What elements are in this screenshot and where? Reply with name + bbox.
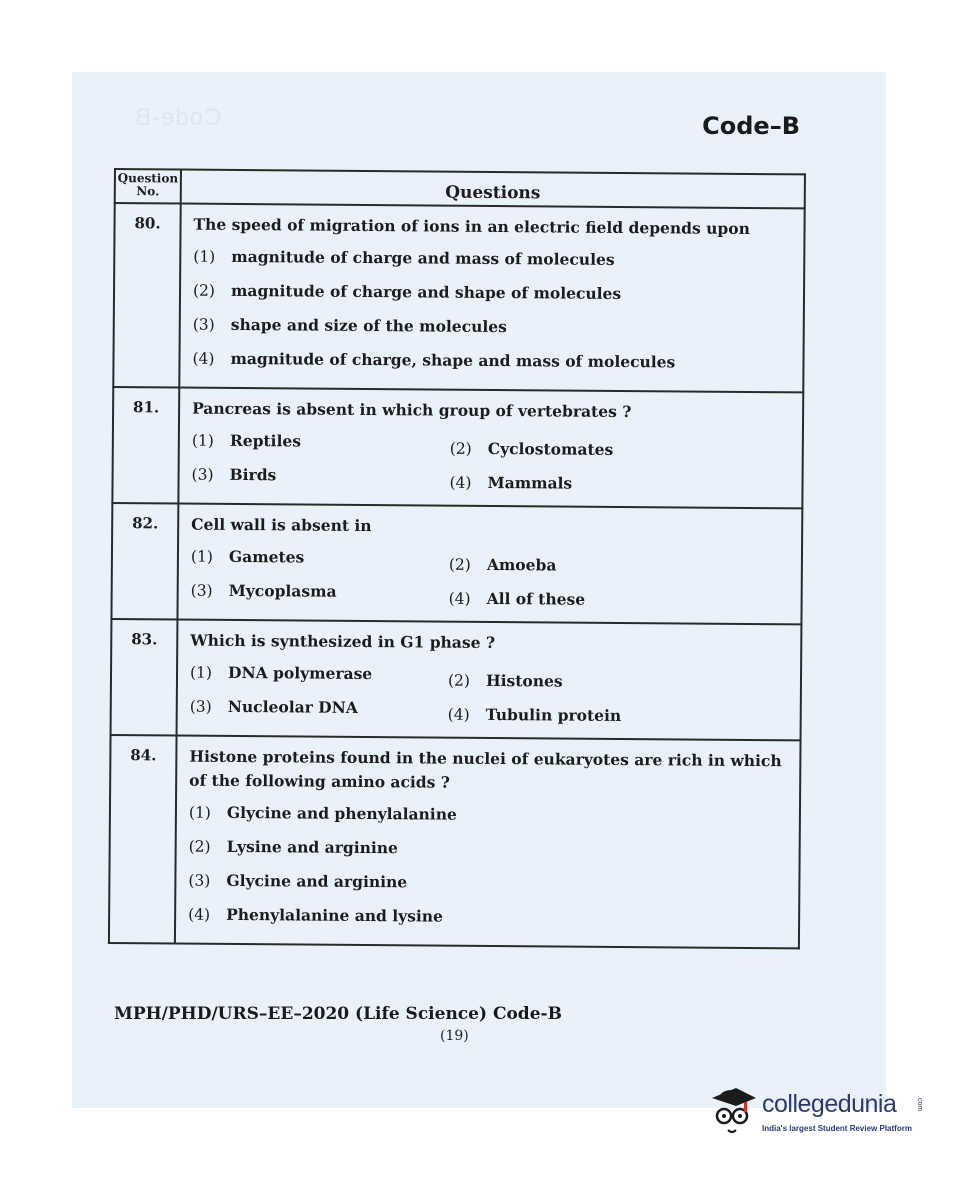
- option: (1) DNA polymerase: [189, 662, 373, 684]
- question-stem: Pancreas is absent in which group of vertebrates ?: [192, 398, 632, 422]
- question-number: 81.: [112, 387, 179, 504]
- question-number: 82.: [111, 503, 178, 620]
- option-pair: [191, 543, 791, 582]
- option: (4) All of these: [448, 588, 586, 609]
- questions-table: [108, 168, 806, 949]
- questions-header: Questions: [181, 170, 805, 209]
- exam-footer: MPH/PHD/URS–EE–2020 (Life Science) Code-B: [114, 1004, 562, 1024]
- option: (2) Lysine and arginine: [188, 836, 399, 858]
- brand-name: collegedunia: [762, 1090, 897, 1118]
- option: (1) Gametes: [190, 546, 305, 567]
- collegedunia-watermark: [702, 1076, 942, 1146]
- option: (4) Phenylalanine and lysine: [188, 904, 444, 926]
- option: (3) shape and size of the molecules: [192, 314, 507, 337]
- question-stem: Histone proteins found in the nuclei of eukaryotes are rich in which of the following amino acids ?: [189, 746, 782, 792]
- option: (3) Nucleolar DNA: [189, 696, 358, 717]
- question-row: [113, 203, 804, 392]
- brand-tagline: India's largest Student Review Platform: [762, 1124, 912, 1133]
- option: (2) magnitude of charge and shape of molecules: [192, 280, 622, 303]
- question-body: [177, 620, 802, 741]
- brand-domain: .com: [916, 1096, 923, 1112]
- question-stem: The speed of migration of ions in an electric field depends upon: [193, 214, 750, 238]
- bleed-through-text: Code-B: [134, 104, 222, 131]
- table-header-row: [115, 169, 805, 208]
- question-row: [111, 503, 802, 624]
- question-row: [112, 387, 803, 508]
- question-row: [109, 735, 801, 948]
- question-number: 84.: [109, 735, 177, 944]
- option: (1) Glycine and phenylalanine: [188, 802, 457, 824]
- question-no-header: Question No.: [115, 169, 181, 204]
- option: (4) magnitude of charge, shape and mass of molecules: [192, 348, 676, 372]
- paper-code: Code–B: [702, 112, 800, 140]
- question-number: 83.: [111, 619, 178, 736]
- option: (3) Mycoplasma: [190, 580, 337, 601]
- question-body: [178, 388, 803, 509]
- question-number: 80.: [113, 203, 180, 388]
- question-stem: Cell wall is absent in: [191, 514, 372, 536]
- option: (2) Amoeba: [448, 554, 557, 575]
- option: (2) Cyclostomates: [449, 438, 614, 459]
- option: (3) Birds: [191, 464, 277, 485]
- question-body: [177, 504, 802, 625]
- page-number: (19): [440, 1028, 469, 1044]
- option-pair: [192, 427, 792, 466]
- option: (2) Histones: [447, 670, 563, 691]
- exam-page: [72, 72, 886, 1108]
- option-pair: [190, 659, 790, 698]
- question-stem: Which is synthesized in G1 phase ?: [190, 630, 496, 653]
- question-row: [111, 619, 802, 740]
- option: (3) Glycine and arginine: [188, 870, 408, 892]
- option: (4) Mammals: [449, 472, 573, 493]
- mascot-logo-icon: [706, 1080, 758, 1140]
- option: (1) magnitude of charge and mass of molecules: [193, 246, 615, 269]
- option: (1) Reptiles: [191, 430, 302, 451]
- question-body: [179, 204, 804, 393]
- option: (4) Tubulin protein: [447, 704, 622, 725]
- question-body: [175, 736, 801, 949]
